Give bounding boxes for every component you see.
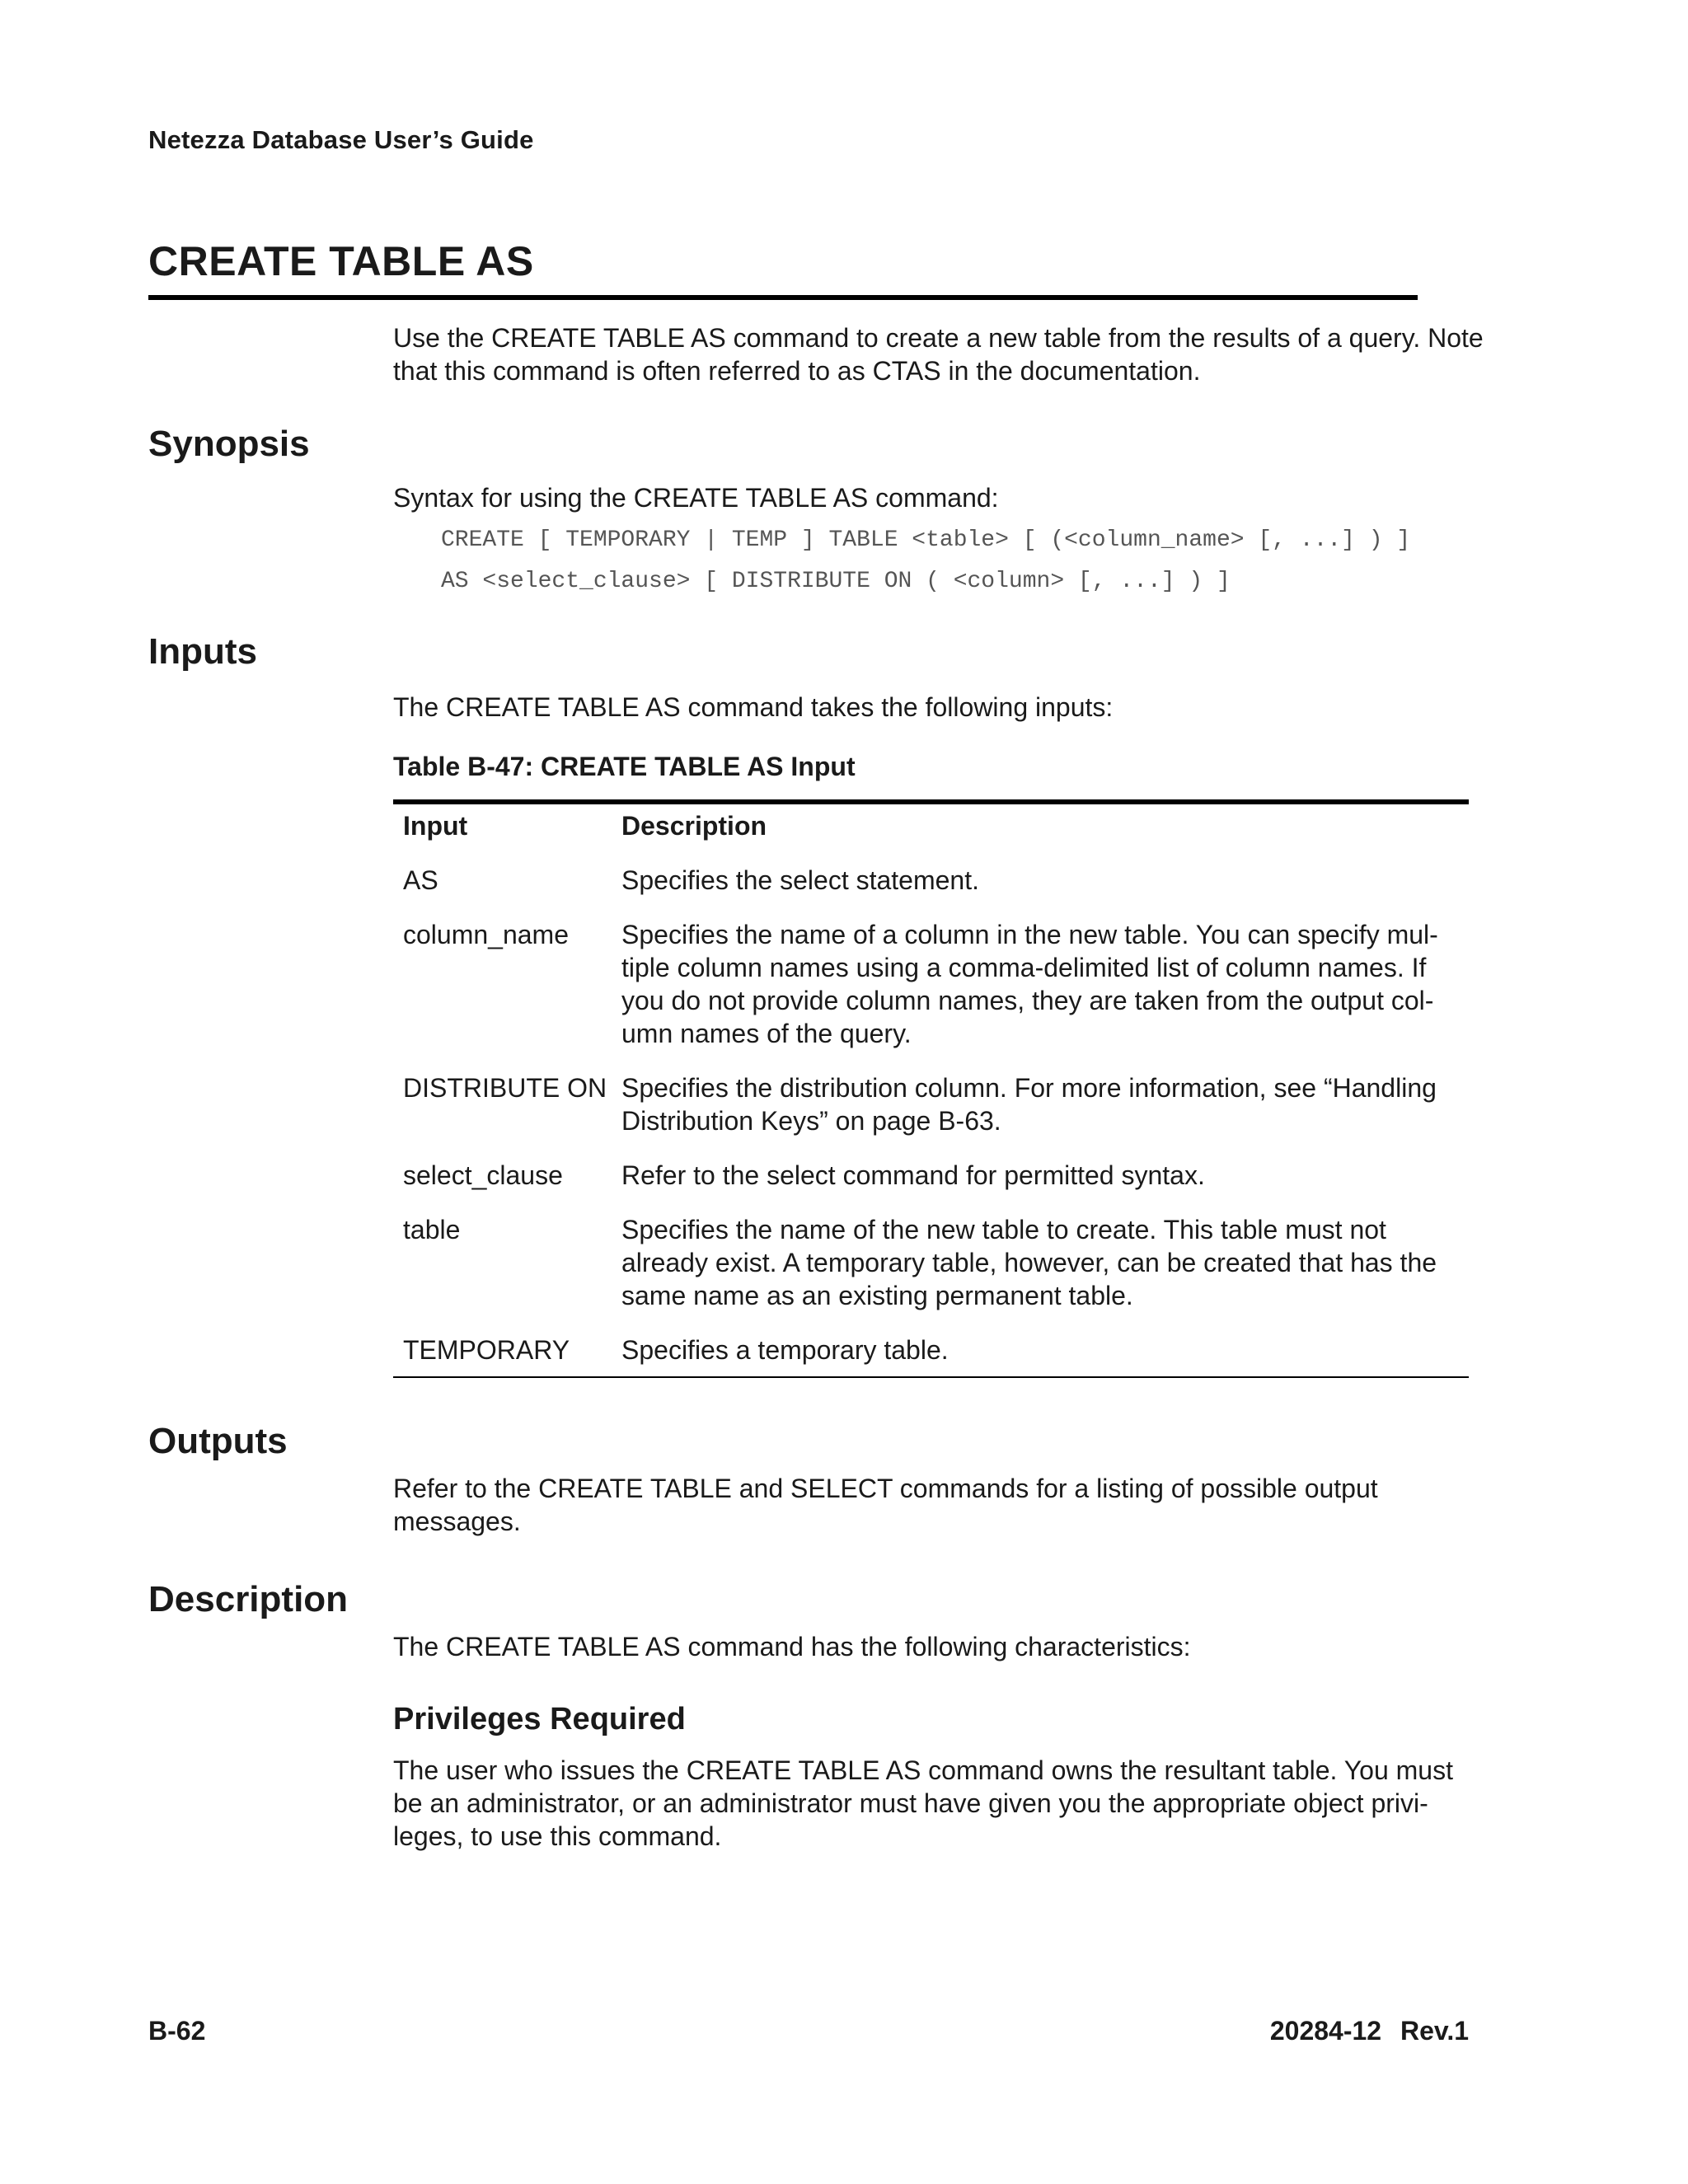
syntax-line-2: AS <select_clause> [ DISTRIBUTE ON ( <column> [, ...] ) ]: [441, 569, 1231, 594]
column-header-description: Description: [621, 811, 767, 841]
synopsis-lead: Syntax for using the CREATE TABLE AS command:: [393, 483, 999, 513]
running-header: Netezza Database User’s Guide: [148, 125, 534, 154]
privileges-paragraph: The user who issues the CREATE TABLE AS command owns the resultant table. You must be an administrator, or an administrator must have given you the appropriate object privi-leges, to use this command.: [393, 1755, 1453, 1851]
table-top-rule: [393, 799, 1469, 804]
page-number: B-62: [148, 2016, 206, 2046]
input-description-cell: Specifies the name of a column in the new table. You can specify mul-tiple column names using a comma-delimited list of column names. If you do not provide column names, they are taken from the output col-umn names of the query.: [621, 920, 1438, 1048]
table-row: [393, 1147, 1469, 1202]
input-description-cell: Specifies a temporary table.: [621, 1335, 949, 1365]
column-header-input: Input: [403, 811, 468, 841]
input-name-cell: table: [403, 1215, 461, 1244]
description-lead: The CREATE TABLE AS command has the following characteristics:: [393, 1632, 1191, 1661]
input-name-cell: DISTRIBUTE ON: [403, 1073, 607, 1103]
input-description-cell: Refer to the select command for permitted syntax.: [621, 1160, 1205, 1190]
outputs-heading: Outputs: [148, 1421, 288, 1461]
input-description-cell: Specifies the select statement.: [621, 865, 979, 895]
intro-paragraph: Use the CREATE TABLE AS command to create a new table from the results of a query. Note that this command is often referred to as CTAS in the documentation.: [393, 323, 1484, 386]
table-bottom-rule: [393, 1376, 1469, 1378]
synopsis-heading: Synopsis: [148, 424, 310, 464]
table-row: [393, 907, 1469, 1060]
outputs-paragraph: Refer to the CREATE TABLE and SELECT commands for a listing of possible output messages.: [393, 1474, 1378, 1536]
inputs-table: [393, 809, 1469, 1376]
input-description-cell: Specifies the name of the new table to create. This table must not already exist. A temporary table, however, can be created that has the same name as an existing permanent table.: [621, 1215, 1437, 1310]
table-caption: Table B-47: CREATE TABLE AS Input: [393, 752, 856, 781]
inputs-heading: Inputs: [148, 631, 257, 672]
input-name-cell: column_name: [403, 920, 569, 949]
title-rule: [148, 295, 1418, 300]
input-name-cell: TEMPORARY: [403, 1335, 570, 1365]
page-title: CREATE TABLE AS: [148, 238, 534, 284]
document-revision: 20284-12 Rev.1: [1269, 2016, 1469, 2046]
input-description-cell: Specifies the distribution column. For more information, see “Handling Distribution Keys” on page B-63.: [621, 1073, 1437, 1136]
table-row: [393, 1202, 1469, 1322]
inputs-lead: The CREATE TABLE AS command takes the following inputs:: [393, 692, 1114, 722]
description-heading: Description: [148, 1579, 349, 1619]
syntax-line-1: CREATE [ TEMPORARY | TEMP ] TABLE <table> [ (<column_name> [, ...] ) ]: [441, 527, 1411, 553]
table-header-row: [393, 809, 1469, 852]
input-name-cell: AS: [403, 865, 438, 895]
privileges-subheading: Privileges Required: [393, 1702, 686, 1736]
table-row: [393, 852, 1469, 907]
table-row: [393, 1060, 1469, 1147]
table-row: [393, 1322, 1469, 1376]
input-name-cell: select_clause: [403, 1160, 563, 1190]
